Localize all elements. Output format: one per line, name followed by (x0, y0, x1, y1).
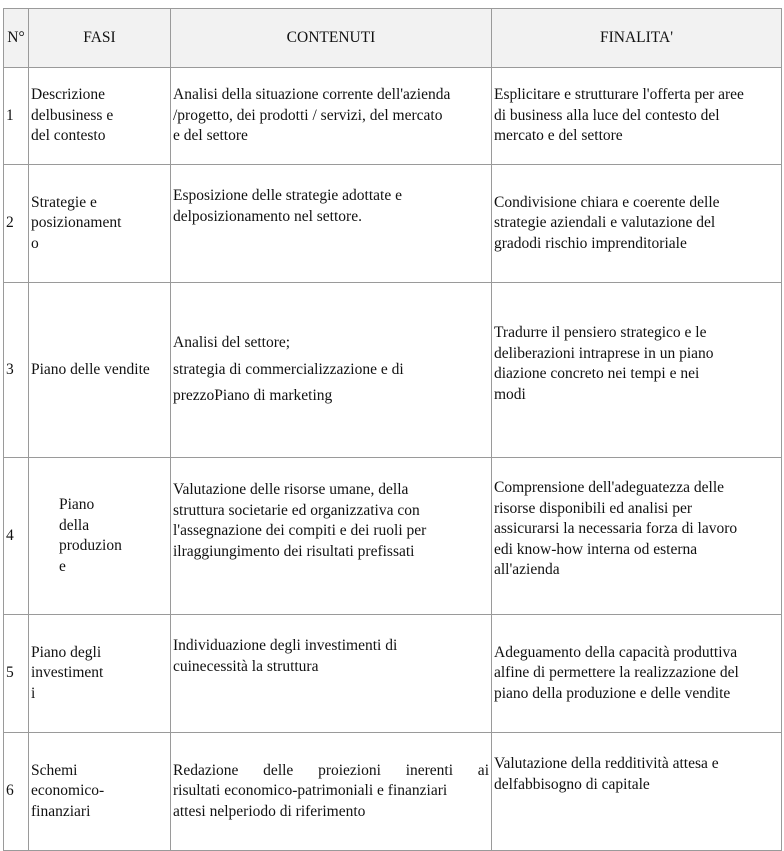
fase-line: Strategie e (31, 193, 97, 211)
fase-line: e (59, 557, 66, 575)
fase-cell (29, 615, 171, 733)
contenuti-line: Redazione delle proiezioni inerenti ai (173, 761, 489, 779)
contenuti-line: risultati economico-patrimoniali e finanziari (173, 782, 448, 800)
header-row (4, 9, 782, 68)
finalita-line: diazione concreto nei tempi e nei (494, 365, 700, 382)
fase-line: posizionament (31, 214, 122, 232)
finalita-cell (492, 165, 782, 283)
finalita-cell (492, 283, 782, 458)
contenuti-line: cuinecessità la struttura (173, 657, 319, 675)
contenuti-line: /progetto, dei prodotti / servizi, del mercato (173, 106, 443, 124)
contenuti-cell (171, 165, 492, 283)
finalita-cell (492, 458, 782, 615)
contenuti-line: Analisi della situazione corrente dell'azienda (173, 86, 451, 104)
fase-line: delbusiness e (31, 106, 114, 124)
fase-line: investiment (31, 664, 104, 682)
contenuti-cell (171, 615, 492, 733)
fase-line: o (31, 234, 39, 252)
finalita-line: delfabbisogno di capitale (494, 775, 650, 793)
fase-line: Schemi (31, 761, 78, 779)
fase-cell (29, 68, 171, 165)
table-row (4, 615, 782, 733)
fase-line: della (59, 516, 90, 534)
finalita-line: all'azienda (494, 561, 560, 578)
fase-line: Descrizione (31, 86, 106, 104)
table-row (4, 283, 782, 458)
row-number: 3 (4, 283, 29, 458)
fase-line: Piano delle vendite (31, 360, 150, 378)
fase-line: Piano degli (31, 643, 102, 661)
contenuti-line: prezzoPiano di marketing (173, 387, 333, 405)
contenuti-line: l'assegnazione dei compiti e dei ruoli per (173, 522, 427, 539)
contenuti-line: Analisi del settore; (173, 334, 291, 352)
finalita-line: gradodi rischio imprenditoriale (494, 234, 687, 252)
header-finalita: FINALITA' (492, 9, 782, 68)
finalita-line: deliberazioni intraprese in un piano (494, 344, 714, 362)
finalita-line: Comprensione dell'adeguatezza delle (494, 479, 725, 496)
finalita-line: di business alla luce del contesto del (494, 106, 720, 124)
finalita-line: Adeguamento della capacità produttiva (494, 643, 738, 661)
contenuti-line: e del settore (173, 127, 248, 145)
contenuti-cell (171, 458, 492, 615)
row-number: 4 (4, 458, 29, 615)
contenuti-line: strategia di commercializzazione e di (173, 360, 404, 378)
finalita-line: Tradurre il pensiero strategico e le (494, 324, 707, 341)
contenuti-line: delposizionamento nel settore. (173, 207, 362, 225)
fase-cell (29, 165, 171, 283)
row-number: 2 (4, 165, 29, 283)
contenuti-line: struttura societarie ed organizzativa con (173, 501, 420, 519)
contenuti-cell (171, 733, 492, 851)
contenuti-line: attesi nelperiodo di riferimento (173, 802, 366, 820)
fase-line: del contesto (31, 127, 106, 145)
finalita-line: alfine di permettere la realizzazione del (494, 664, 739, 682)
finalita-line: Esplicitare e strutturare l'offerta per aree (494, 86, 744, 104)
header-contenuti: CONTENUTI (171, 9, 492, 68)
table-row (4, 68, 782, 165)
contenuti-cell (171, 283, 492, 458)
table-row (4, 458, 782, 615)
header-fasi: FASI (29, 9, 171, 68)
finalita-cell (492, 733, 782, 851)
row-number: 1 (4, 68, 29, 165)
finalita-line: edi know-how interna od esterna (494, 540, 698, 558)
contenuti-line: Esposizione delle strategie adottate e (173, 187, 402, 204)
contenuti-line: Valutazione delle risorse umane, della (173, 481, 409, 498)
contenuti-line: ilraggiungimento dei risultati prefissati (173, 542, 415, 560)
finalita-line: Condivisione chiara e coerente delle (494, 193, 720, 211)
fase-line: economico- (31, 782, 105, 800)
finalita-line: assicurarsi la necessaria forza di lavoro (494, 520, 738, 537)
fase-cell (29, 733, 171, 851)
table-row (4, 733, 782, 851)
contenuti-line: Individuazione degli investimenti di (173, 637, 398, 654)
finalita-line: risorse disponibili ed analisi per (494, 499, 693, 517)
fase-line: produzion (59, 537, 122, 554)
row-number: 5 (4, 615, 29, 733)
fase-cell (29, 283, 171, 458)
row-number: 6 (4, 733, 29, 851)
header-num: N° (4, 9, 29, 68)
fase-line: finanziari (31, 802, 91, 820)
finalita-cell (492, 68, 782, 165)
contenuti-cell (171, 68, 492, 165)
table-row (4, 165, 782, 283)
finalita-line: mercato e del settore (494, 127, 623, 145)
fase-cell (29, 458, 171, 615)
finalita-line: piano della produzione e delle vendite (494, 684, 731, 702)
finalita-line: strategie aziendali e valutazione del (494, 214, 716, 232)
finalita-cell (492, 615, 782, 733)
finalita-line: modi (494, 385, 526, 403)
fase-line: Piano (59, 496, 95, 513)
fase-line: i (31, 684, 36, 702)
phases-table (3, 8, 782, 851)
finalita-line: Valutazione della redditività attesa e (494, 755, 719, 772)
